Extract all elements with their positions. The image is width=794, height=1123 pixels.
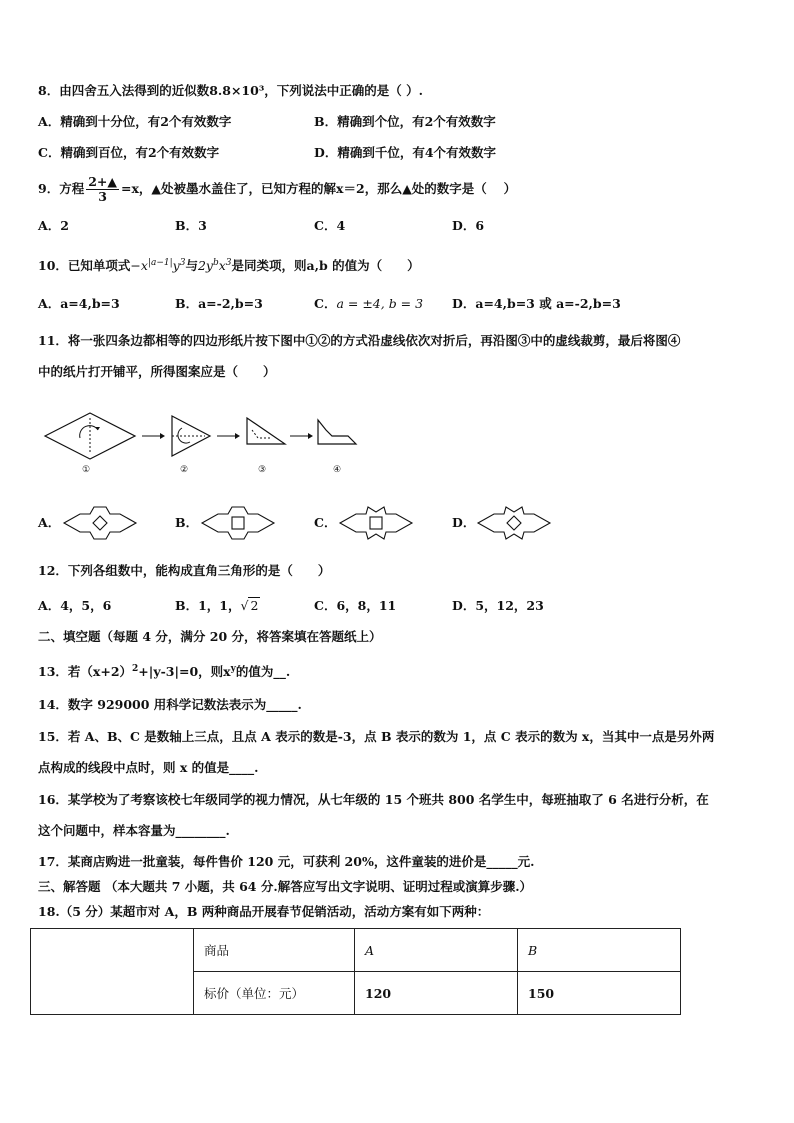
step-arrowhead-3 [308, 433, 313, 439]
q15-stem-line2: 点构成的线段中点时，则 x 的值是____. [38, 760, 259, 775]
table-row [31, 929, 681, 972]
caption-1: ① [82, 465, 91, 475]
q10-monomial-2 [198, 258, 232, 273]
q8-option-a: A．精确到十分位，有2个有效数字 [38, 114, 232, 129]
q10-option-d: D．a=4,b=3 或 a=-2,b=3 [452, 296, 621, 311]
table-header-b: B [518, 929, 681, 972]
q10-mid: 与 [185, 258, 198, 274]
section-3-heading: 三、解答题 （本大题共 7 小题，共 64 分.解答应写出文字说明、证明过程或演算步骤.） [38, 879, 533, 894]
q10-c-math: a = ±4, b = 3 [336, 296, 424, 311]
q8-option-d: D．精确到千位，有4个有效数字 [314, 145, 497, 160]
option-a-pattern [62, 504, 138, 542]
q9-fraction [86, 175, 119, 204]
q11-option-b: B． [175, 515, 199, 530]
caption-4: ④ [333, 465, 342, 475]
table-header-a: A [355, 929, 518, 972]
q10-option-c [314, 295, 423, 313]
q10-monomial-1 [130, 258, 185, 273]
caption-2: ② [180, 465, 189, 475]
q13-exponent-y: y [230, 664, 236, 674]
q9-numerator: 2+▲ [88, 174, 117, 189]
cut-line [252, 430, 272, 438]
q14-stem: 14．数字 929000 用科学记数法表示为_____. [38, 697, 302, 712]
q8-stem: 8．由四舍五入法得到的近似数8.8×10³，下列说法中正确的是（ ）. [38, 83, 423, 98]
q13-stem [38, 660, 290, 681]
q17-stem: 17．某商店购进一批童装，每件售价 120 元，可获利 20%，这件童装的进价是_____元. [38, 854, 535, 869]
q10-m1-base: −x [130, 258, 148, 274]
option-d-pattern [476, 504, 552, 542]
q10-m2-exponent: b [212, 258, 219, 268]
section-2-heading: 二、填空题（每题 4 分，满分 20 分，将答案填在答题纸上） [38, 629, 382, 644]
q11-option-a: A． [38, 515, 61, 530]
q10-c-prefix: C． [314, 296, 337, 311]
q12-option-b [175, 597, 260, 615]
q11-option-d: D． [452, 515, 476, 530]
q10-m2-x-exponent: 3 [225, 258, 232, 268]
q12-stem: 12．下列各组数中，能构成直角三角形的是（ ） [38, 563, 331, 578]
q10-m1-y: y [172, 258, 180, 274]
q10-m2-base: 2y [197, 258, 213, 274]
option-b-pattern [200, 504, 276, 542]
q10-suffix: 是同类项，则a,b 的值为（ ） [231, 258, 420, 274]
q13-mid: +|y-3|=0，则x [138, 664, 231, 680]
price-table [30, 928, 681, 1015]
q9-denominator: 3 [98, 189, 107, 204]
table-header-product: 商品 [194, 929, 355, 972]
q8-option-b: B．精确到个位，有2个有效数字 [314, 114, 496, 129]
option-c-pattern [338, 504, 414, 542]
sqrt-sign: √ 2 [240, 598, 259, 613]
q11-option-c: C． [314, 515, 337, 530]
q10-option-a: A．a=4,b=3 [38, 296, 120, 311]
q16-stem-line2: 这个问题中，样本容量为________. [38, 823, 230, 838]
q11-stem-line2: 中的纸片打开铺平，所得图案应是（ ） [38, 364, 276, 379]
q10-m2-x: x [218, 258, 226, 274]
cut-shape [318, 420, 356, 444]
fold-arrow-1 [80, 426, 98, 438]
q9-stem [38, 172, 516, 206]
q10-m1-exponent: |a−1| [147, 258, 173, 268]
q13-prefix: 13．若（x+2） [38, 664, 133, 680]
q15-stem-line1: 15．若 A、B、C 是数轴上三点，且点 A 表示的数是-3，点 B 表示的数为 1，点 C 表示的数为 x，当其中一点是另外两 [38, 729, 715, 744]
q8-option-c: C．精确到百位，有2个有效数字 [38, 145, 220, 160]
q10-stem [38, 254, 420, 275]
q12-b-prefix: B．1，1， [175, 598, 241, 613]
q13-suffix: 的值为__. [235, 664, 291, 680]
q9-option-b: B．3 [175, 218, 207, 233]
table-empty-cell [31, 929, 194, 1015]
q10-prefix: 10．已知单项式 [38, 258, 131, 274]
q9-prefix: 9．方程 [38, 181, 85, 196]
q10-m1-y-exponent: 3 [179, 258, 186, 268]
q12-option-a: A．4，5，6 [38, 598, 112, 613]
q12-option-d: D．5，12，23 [452, 598, 544, 613]
q18-stem: 18.（5 分）某超市对 A，B 两种商品开展春节促销活动，活动方案有如下两种： [38, 904, 490, 919]
q13-exponent: 2 [132, 664, 139, 674]
q9-suffix: =x，▲处被墨水盖住了，已知方程的解x＝2，那么▲处的数字是（ ） [121, 181, 517, 196]
caption-3: ③ [258, 465, 267, 475]
q9-option-d: D．6 [452, 218, 485, 233]
q11-stem-line1: 11．将一张四条边都相等的四边形纸片按下图中①②的方式沿虚线依次对折后，再沿图③中的虚线裁剪，最后将图④ [38, 333, 681, 348]
step-arrowhead-2 [235, 433, 240, 439]
q10-option-b: B．a=-2,b=3 [175, 296, 263, 311]
q12-option-c: C．6，8，11 [314, 598, 397, 613]
q9-option-c: C．4 [314, 218, 346, 233]
sqrt-radicand: 2 [250, 598, 259, 613]
q9-option-a: A．2 [38, 218, 69, 233]
step-arrowhead-1 [160, 433, 165, 439]
table-cell-price-a: 120 [355, 972, 518, 1015]
table-cell-label: 标价（单位：元） [194, 972, 355, 1015]
table-cell-price-b: 150 [518, 972, 681, 1015]
q16-stem-line1: 16．某学校为了考察该校七年级同学的视力情况，从七年级的 15 个班共 800 名学生中，每班抽取了 6 名进行分析，在 [38, 792, 709, 807]
